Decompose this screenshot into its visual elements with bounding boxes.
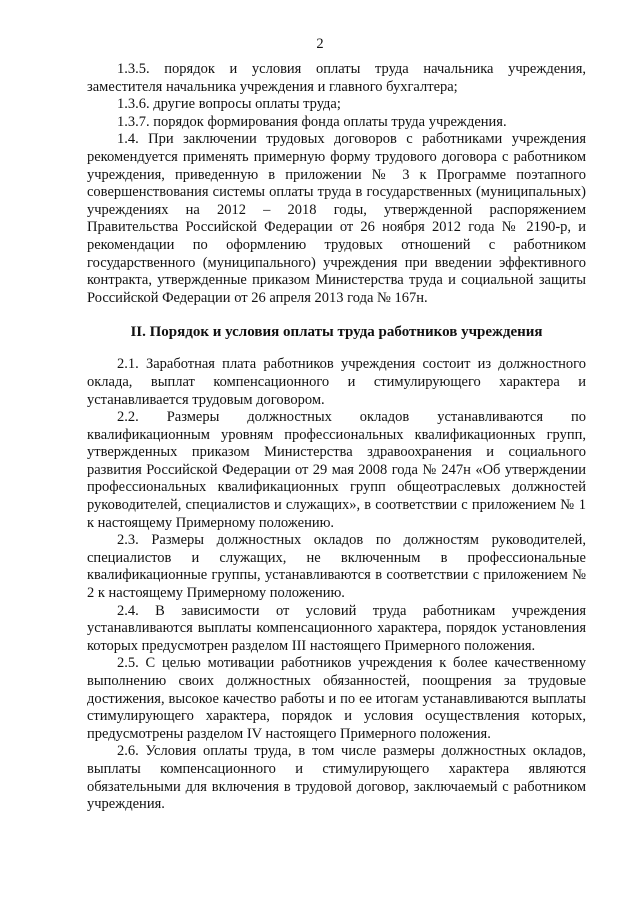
paragraph-2-1: 2.1. Заработная плата работников учреждения состоит из должностного оклада, выплат компенсационного и стимулирующего характера и устанавливается трудовым договором. [87,356,586,408]
page-number: 2 [316,36,324,52]
paragraph-1-3-7: 1.3.7. порядок формирования фонда оплаты труда учреждения. [117,113,507,130]
paragraph-2-2: 2.2. Размеры должностных окладов устанавливаются по квалификационным уровням профессиональных квалификационных групп, утвержденных приказом Министерства здравоохранения и социального развития Российской Федерации от 29 мая 2008 года № 247н «Об утверждении профессиональных квалификационных групп общеотраслевых должностей руководителей, специалистов и служащих», в соответствии с приложением № 1 к настоящему Примерному положению. [87,409,586,531]
paragraph-2-3: 2.3. Размеры должностных окладов по должностям руководителей, специалистов и служащих, не включенным в профессиональные квалификационные группы, устанавливаются в соответствии с приложением № 2 к настоящему Примерному положению. [87,532,586,602]
paragraph-2-4: 2.4. В зависимости от условий труда работникам учреждения устанавливаются выплаты компенсационного характера, порядок установления которых предусмотрен разделом III настоящего Примерного положения. [87,602,586,654]
paragraph-2-5: 2.5. С целью мотивации работников учреждения к более качественному выполнению своих должностных обязанностей, поощрения за трудовые достижения, высокое качество работы и по ее итогам устанавливаются выплаты стимулирующего характера, порядок и условия осуществления которых, предусмотрены разделом IV настоящего Примерного положения. [87,655,586,742]
paragraph-1-3-5: 1.3.5. порядок и условия оплаты труда начальника учреждения, заместителя начальника учреждения и главного бухгалтера; [87,61,586,95]
paragraph-1-3-6: 1.3.6. другие вопросы оплаты труда; [117,96,341,113]
paragraph-2-6: 2.6. Условия оплаты труда, в том числе размеры должностных окладов, выплаты компенсационного и стимулирующего характера являются обязательными для включения в трудовой договор, заключаемый с работником учреждения. [87,743,586,813]
paragraph-1-4: 1.4. При заключении трудовых договоров с работниками учреждения рекомендуется применять примерную форму трудового договора с работником учреждения, приведенную в приложении № 3 к Программе поэтапного совершенствования системы оплаты труда в государственных (муниципальных) учреждениях на 2012 – 2018 годы, утвержденной распоряжением Правительства Российской Федерации от 26 ноября 2012 года № 2190-р, и рекомендации по оформлению трудовых отношений с работником государственного (муниципального) учреждения при введении эффективного контракта, утвержденные приказом Министерства труда и социальной защиты Российской Федерации от 26 апреля 2013 года № 167н. [87,131,586,306]
section-heading: II. Порядок и условия оплаты труда работников учреждения [130,324,543,341]
document-body [87,61,586,814]
